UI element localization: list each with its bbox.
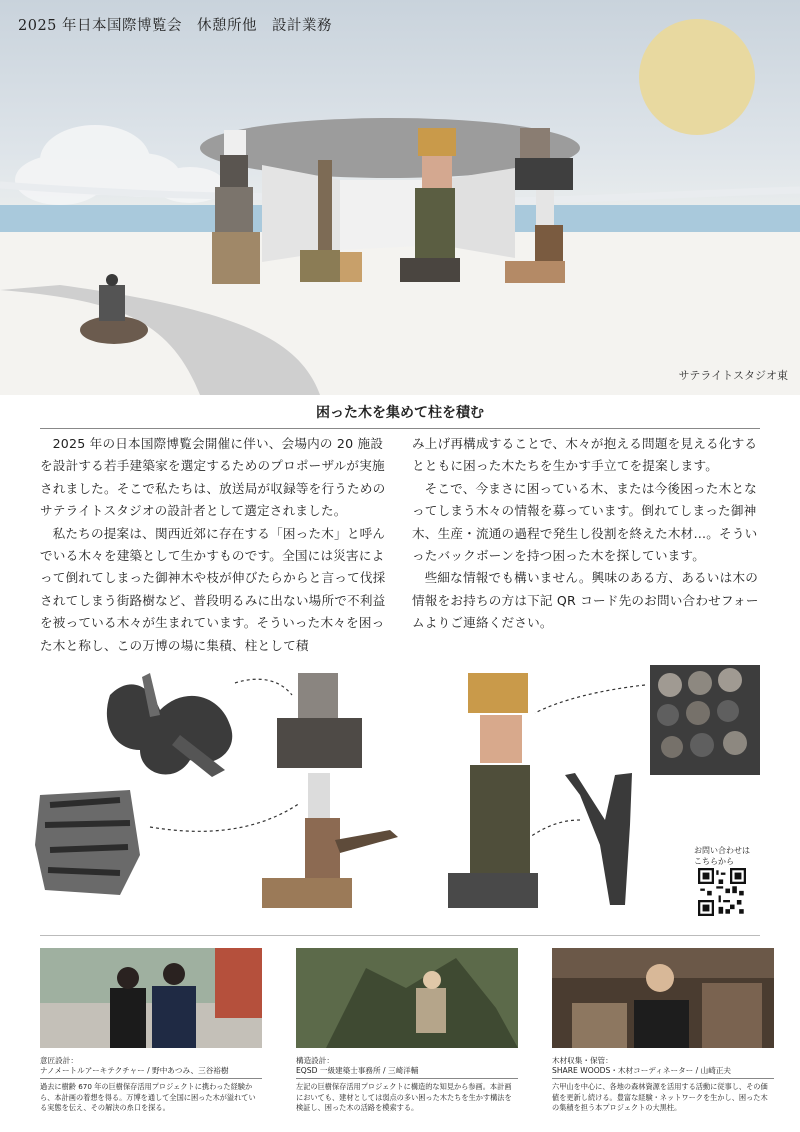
arrow-icon bbox=[535, 685, 645, 713]
hero-illustration bbox=[0, 0, 800, 395]
arrow-icon bbox=[235, 679, 292, 695]
forked-trunk-image bbox=[565, 773, 632, 905]
rendering-caption: サテライトスタジオ東 bbox=[678, 369, 788, 382]
log-ends-image bbox=[650, 665, 760, 775]
coordinator-photo bbox=[552, 948, 774, 1048]
team-photo bbox=[40, 948, 262, 1048]
body-paragraph: み上げ再構成することで、木々が抱える問題を見える化するとともに困った木たちを生かす手立てを提案します。 bbox=[412, 436, 758, 474]
body-column-left bbox=[40, 433, 392, 657]
section-title: 困った木を集めて柱を積む bbox=[316, 405, 484, 421]
contact-label-line: こちらから bbox=[694, 857, 734, 866]
stacked-column-right bbox=[448, 673, 538, 908]
body-paragraph: 些細な情報でも構いません。興味のある方、あるいは木の情報をお持ちの方は下記 QR コード先のお問い合わせフォームよりご連絡ください。 bbox=[412, 570, 759, 631]
profile-role: 意匠設計： bbox=[40, 1056, 78, 1065]
title-divider bbox=[40, 428, 760, 429]
profile-name: ナノメートルアーキテクチャー / 野中あつみ、三谷裕樹 bbox=[40, 1066, 262, 1079]
moon-shape bbox=[639, 19, 755, 135]
profile-description: 左記の巨樹保存活用プロジェクトに構造的な知見から参画。本計画においても、建材としては弱点の多い困った木たちを生かす構法を検証し、困った木の活路を模索する。 bbox=[296, 1082, 512, 1112]
seated-person-head bbox=[106, 274, 118, 286]
seated-person bbox=[99, 285, 125, 321]
profile-role: 構造設計： bbox=[296, 1056, 334, 1065]
profile-role: 木材収集・保管： bbox=[552, 1056, 613, 1065]
gnarled-root-image bbox=[107, 673, 232, 777]
profile-name: SHARE WOODS・木材コーディネーター / 山崎正夫 bbox=[552, 1066, 774, 1079]
contact-label bbox=[694, 845, 750, 867]
body-paragraph: 2025 年の日本国際博覧会開催に伴い、会場内の 20 施設を設計する若手建築家を選定するためのプロポーザルが実施されました。そこで私たちは、放送局が収録等を行うためのサテライトスタジオの設計者として選定されました。 bbox=[40, 436, 386, 519]
hero-rendering bbox=[0, 0, 800, 395]
body-column-right bbox=[412, 433, 764, 635]
arrow-icon bbox=[530, 820, 580, 837]
profile-description: 過去に樹齢 670 年の巨樹保存活用プロジェクトに携わった経験から、本計画の着想を得る。万博を通して全国に困った木が溢れている実態を伝え、その解決の糸口を探る。 bbox=[40, 1082, 256, 1112]
contact-label-line: お問い合わせは bbox=[694, 846, 750, 855]
profile-divider bbox=[40, 935, 760, 936]
profile-description: 六甲山を中心に、各地の森林資源を活用する活動に従事し、その価値を更新し続ける。豊富な経験・ネットワークを生かし、困った木の集積を担う本プロジェクトの大黒柱。 bbox=[552, 1082, 768, 1112]
stacked-column-left bbox=[262, 673, 398, 908]
body-paragraph: 私たちの提案は、関西近郊に存在する「困った木」と呼んでいる木々を建築として生かすものです。全国には災害によって倒れてしまった御神木や枝が伸びたらからと言って伐採されてしまう街路樹など、普段明るみに出ない場所で不利益を被っている木々が生まれています。そういった木々を困った木と称し、この万博の場に集積、柱として積 bbox=[40, 525, 386, 653]
profile-structure bbox=[296, 948, 518, 1114]
tree-stacking-diagram bbox=[0, 655, 800, 935]
profile-design bbox=[40, 948, 262, 1114]
qr-code-icon[interactable] bbox=[698, 868, 746, 916]
arrow-icon bbox=[150, 803, 300, 831]
profile-timber bbox=[552, 948, 774, 1114]
log-pile-image bbox=[35, 790, 140, 895]
body-paragraph: そこで、今まさに困っている木、または今後困った木となってしまう木々の情報を募っています。倒れてしまった御神木、生産・流通の過程で発生し役割を終えた木材…。そういったバックボーンを持つ困った木を探しています。 bbox=[412, 480, 758, 564]
engineer-photo bbox=[296, 948, 518, 1048]
project-title: 2025 年日本国際博覧会 休憩所他 設計業務 bbox=[18, 18, 333, 34]
profile-name: EQSD 一級建築士事務所 / 三崎洋輔 bbox=[296, 1066, 518, 1079]
